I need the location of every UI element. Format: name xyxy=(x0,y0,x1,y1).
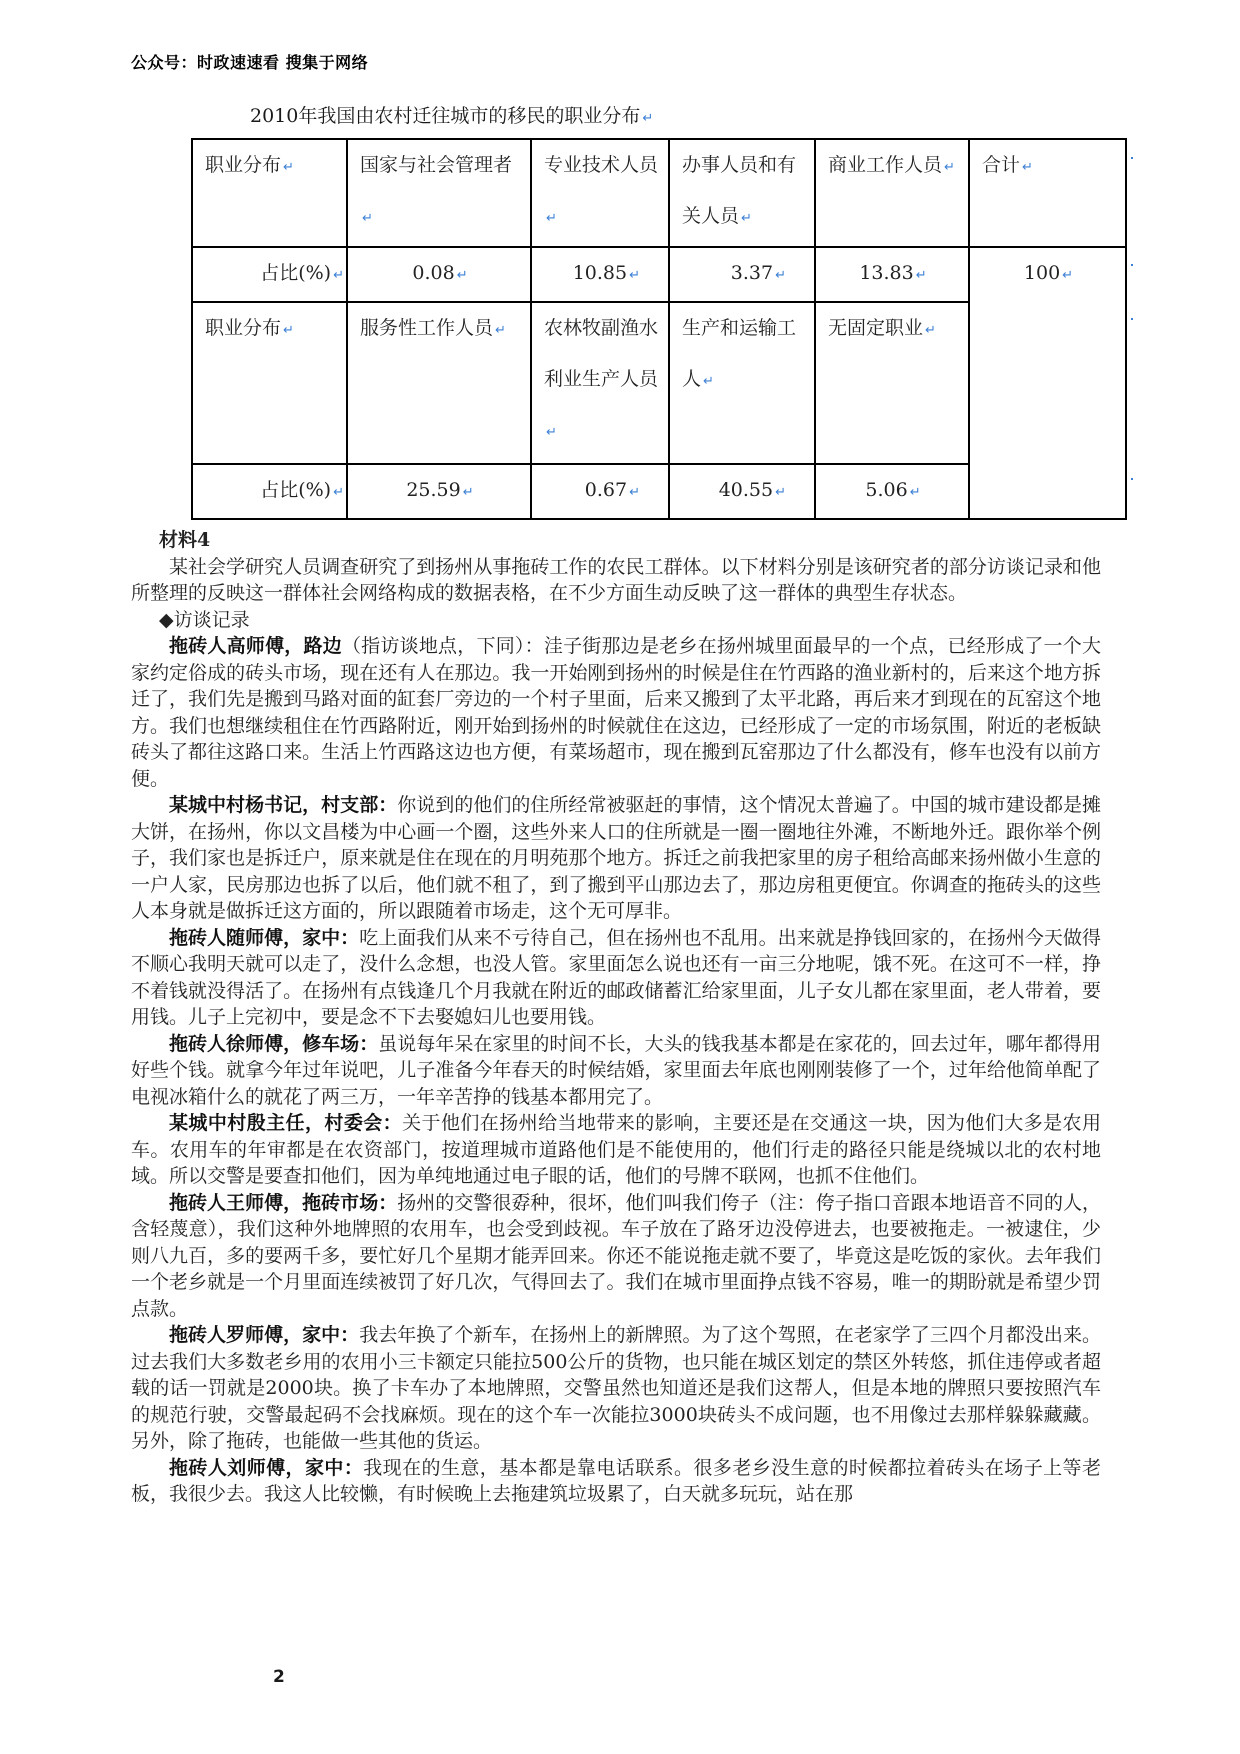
interview-text: 我去年换了个新车，在扬州上的新牌照。为了这个驾照，在老家学了三四个月都没出来。过去我们大多数老乡用的农用小三卡额定只能拉500公斤的货物，也只能在城区划定的禁区外转悠，抓住违停或者超载的话一罚就是2000块。换了卡车办了本地牌照，交警虽然也知道还是我们这帮人，但是本地的牌照只要按照汽车的规范行驶，交警最起码不会找麻烦。现在的这个车一次能拉3000块砖头不成问题，也不用像过去那样躲躲藏藏。另外，除了拖砖，也能做一些其他的货运。 xyxy=(131,1324,1101,1452)
table-cell: 3.37 ↵ xyxy=(730,262,786,284)
table-cell: 40.55 ↵ xyxy=(718,479,786,501)
return-mark-icon: ↵ xyxy=(642,111,654,126)
occupation-table xyxy=(191,138,1127,520)
interview-paragraph xyxy=(131,1190,1101,1323)
speaker-name: 拖砖人王师傅，拖砖市场： xyxy=(169,1191,398,1214)
table-cell: 13.83 ↵ xyxy=(859,262,927,284)
interview-paragraph xyxy=(131,792,1101,925)
table-cell: 生产和运输工人 ↵ xyxy=(682,317,797,390)
interview-text: 扬州的交警很孬种，很坏，他们叫我们侉子（注：侉子指口音跟本地语音不同的人，含轻蔑意），我们这种外地牌照的农用车，也会受到歧视。车子放在了路牙边没停进去，也要被拖走。一被逮住，少则八九百，多的要两千多，要忙好几个星期才能弄回来。你还不能说拖走就不要了，毕竟这是吃饭的家伙。去年我们一个老乡就是一个月里面连续被罚了好几次，气得回去了。我们在城市里面挣点钱不容易，唯一的期盼就是希望少罚点款。 xyxy=(131,1191,1101,1320)
row-label: 职业分布 ↵ xyxy=(205,154,294,176)
interview-paragraph xyxy=(131,1031,1101,1111)
interview-paragraph xyxy=(131,1110,1101,1190)
table-cell: 商业工作人员 ↵ xyxy=(828,154,955,176)
table-title xyxy=(250,101,653,128)
speaker-name: 某城中村杨书记，村支部： xyxy=(169,794,398,816)
interview-text: 虽说每年呆在家里的时间不长，大头的钱我基本都是在家花的，回去过年，哪年都得用好些个钱。就拿今年过年说吧，儿子准备今年春天的时候结婚，家里面去年底也刚刚装修了一个，过年给他简单配了电视冰箱什么的就花了两三万，一年辛苦挣的钱基本都用完了。 xyxy=(131,1032,1101,1108)
material-body xyxy=(131,527,1101,1508)
edge-mark xyxy=(1131,264,1133,266)
table-cell: 0.08 ↵ xyxy=(412,262,468,284)
table-cell: 专业技术人员↵ xyxy=(544,154,659,226)
interview-text: 我现在的生意，基本都是靠电话联系。很多老乡没生意的时候都拉着砖头在场子上等老板，我很少去。我这人比较懒，有时候晚上去拖建筑垃圾累了，白天就多玩玩，站在那 xyxy=(131,1456,1101,1505)
interview-paragraph xyxy=(131,925,1101,1031)
total-label: 合计 ↵ xyxy=(982,154,1033,176)
row-label: 占比(%) ↵ xyxy=(260,479,344,501)
table-cell: 国家与社会管理者↵ xyxy=(360,154,513,226)
section-heading: ◆访谈记录 xyxy=(159,608,250,631)
interview-text: 关于他们在扬州给当地带来的影响，主要还是在交通这一块，因为他们大多是农用车。农用车的年审都是在农资部门，按道理城市道路他们是不能使用的，他们行走的路径只能是绕城以北的农村地域。所以交警是要查扣他们，因为单纯地通过电子眼的话，他们的号牌不联网，也抓不住他们。 xyxy=(131,1112,1101,1187)
speaker-name: 拖砖人高师傅，路边 xyxy=(169,635,342,657)
row-label: 职业分布 ↵ xyxy=(205,317,294,339)
table-cell: 5.06 ↵ xyxy=(865,479,921,501)
speaker-name: 拖砖人随师傅，家中： xyxy=(169,926,360,949)
interview-paragraph xyxy=(131,1455,1101,1508)
interview-paragraph xyxy=(131,1322,1101,1455)
interview-text: 你说到的他们的住所经常被驱赶的事情，这个情况太普遍了。中国的城市建设都是摊大饼，在扬州，你以文昌楼为中心画一个圈，这些外来人口的住所就是一圈一圈地往外滩，不断地外迁。跟你举个例子，我们家也是拆迁户，原来就是住在现在的月明苑那个地方。拆迁之前我把家里的房子租给高邮来扬州做小生意的一户人家，民房那边也拆了以后，他们就不租了，到了搬到平山那边去了，那边房租更便宜。你调查的拖砖头的这些人本身就是做拆迁这方面的，所以跟随着市场走，这个无可厚非。 xyxy=(131,794,1101,922)
speaker-name: 拖砖人徐师傅，修车场： xyxy=(169,1032,379,1055)
edge-mark xyxy=(1131,157,1133,159)
speaker-name: 拖砖人刘师傅，家中： xyxy=(169,1456,364,1479)
table-cell: 0.67 ↵ xyxy=(584,479,640,501)
row-label: 占比(%) ↵ xyxy=(260,262,344,284)
table-title-text: 2010年我国由农村迁往城市的移民的职业分布 xyxy=(250,105,641,127)
table-cell: 25.59 ↵ xyxy=(406,479,474,501)
material-title: 材料4 xyxy=(159,529,211,551)
header-note: 公众号：时政速速看 搜集于网络 xyxy=(131,53,369,72)
table-row xyxy=(192,139,1126,247)
speaker-name: 拖砖人罗师傅，家中： xyxy=(169,1324,360,1346)
material-intro: 某社会学研究人员调查研究了到扬州从事拖砖工作的农民工群体。以下材料分别是该研究者的部分访谈记录和他所整理的反映这一群体社会网络构成的数据表格，在不少方面生动反映了这一群体的典型生存状态。 xyxy=(131,555,1101,604)
edge-mark xyxy=(1131,478,1133,480)
page-number: 2 xyxy=(273,1667,285,1687)
edge-mark xyxy=(1131,318,1133,320)
table-cell: 服务性工作人员 ↵ xyxy=(360,317,506,339)
table-cell: 办事人员和有关人员 ↵ xyxy=(682,154,797,227)
interview-text: 洼子街那边是老乡在扬州城里面最早的一个点，已经形成了一个大家约定俗成的砖头市场，现在还有人在那边。我一开始刚到扬州的时候是住在竹西路的渔业新村的，后来这个地方拆迁了，我们先是搬到马路对面的缸套厂旁边的一个村子里面，后来又搬到了太平北路，再后来才到现在的瓦窑这个地方。我们也想继续租住在竹西路附近，刚开始到扬州的时候就住在这边，已经形成了一定的市场氛围，附近的老板缺砖头了都往这路口来。生活上竹西路这边也方便，有菜场超市，现在搬到瓦窑那边了什么都没有，修车也没有以前方便。 xyxy=(131,635,1101,790)
table-cell: 无固定职业 ↵ xyxy=(828,317,936,339)
total-value: 100 ↵ xyxy=(1023,262,1074,284)
interview-paragraph xyxy=(131,633,1101,792)
speaker-note: （指访谈地点，下同）： xyxy=(341,635,544,657)
table-cell: 10.85 ↵ xyxy=(572,262,640,284)
interview-text: 吃上面我们从来不亏待自己，但在扬州也不乱用。出来就是挣钱回家的，在扬州今天做得不顺心我明天就可以走了，没什么念想，也没人管。家里面怎么说也还有一亩三分地呢，饿不死。在这可不一样，挣不着钱就没得活了。在扬州有点钱逢几个月我就在附近的邮政储蓄汇给家里面，儿子女儿都在家里面，老人带着，要用钱。儿子上完初中，要是念不下去娶媳妇儿也要用钱。 xyxy=(131,926,1101,1028)
speaker-name: 某城中村殷主任，村委会： xyxy=(169,1112,403,1134)
table-cell: 农林牧副渔水利业生产人员↵ xyxy=(544,317,659,440)
